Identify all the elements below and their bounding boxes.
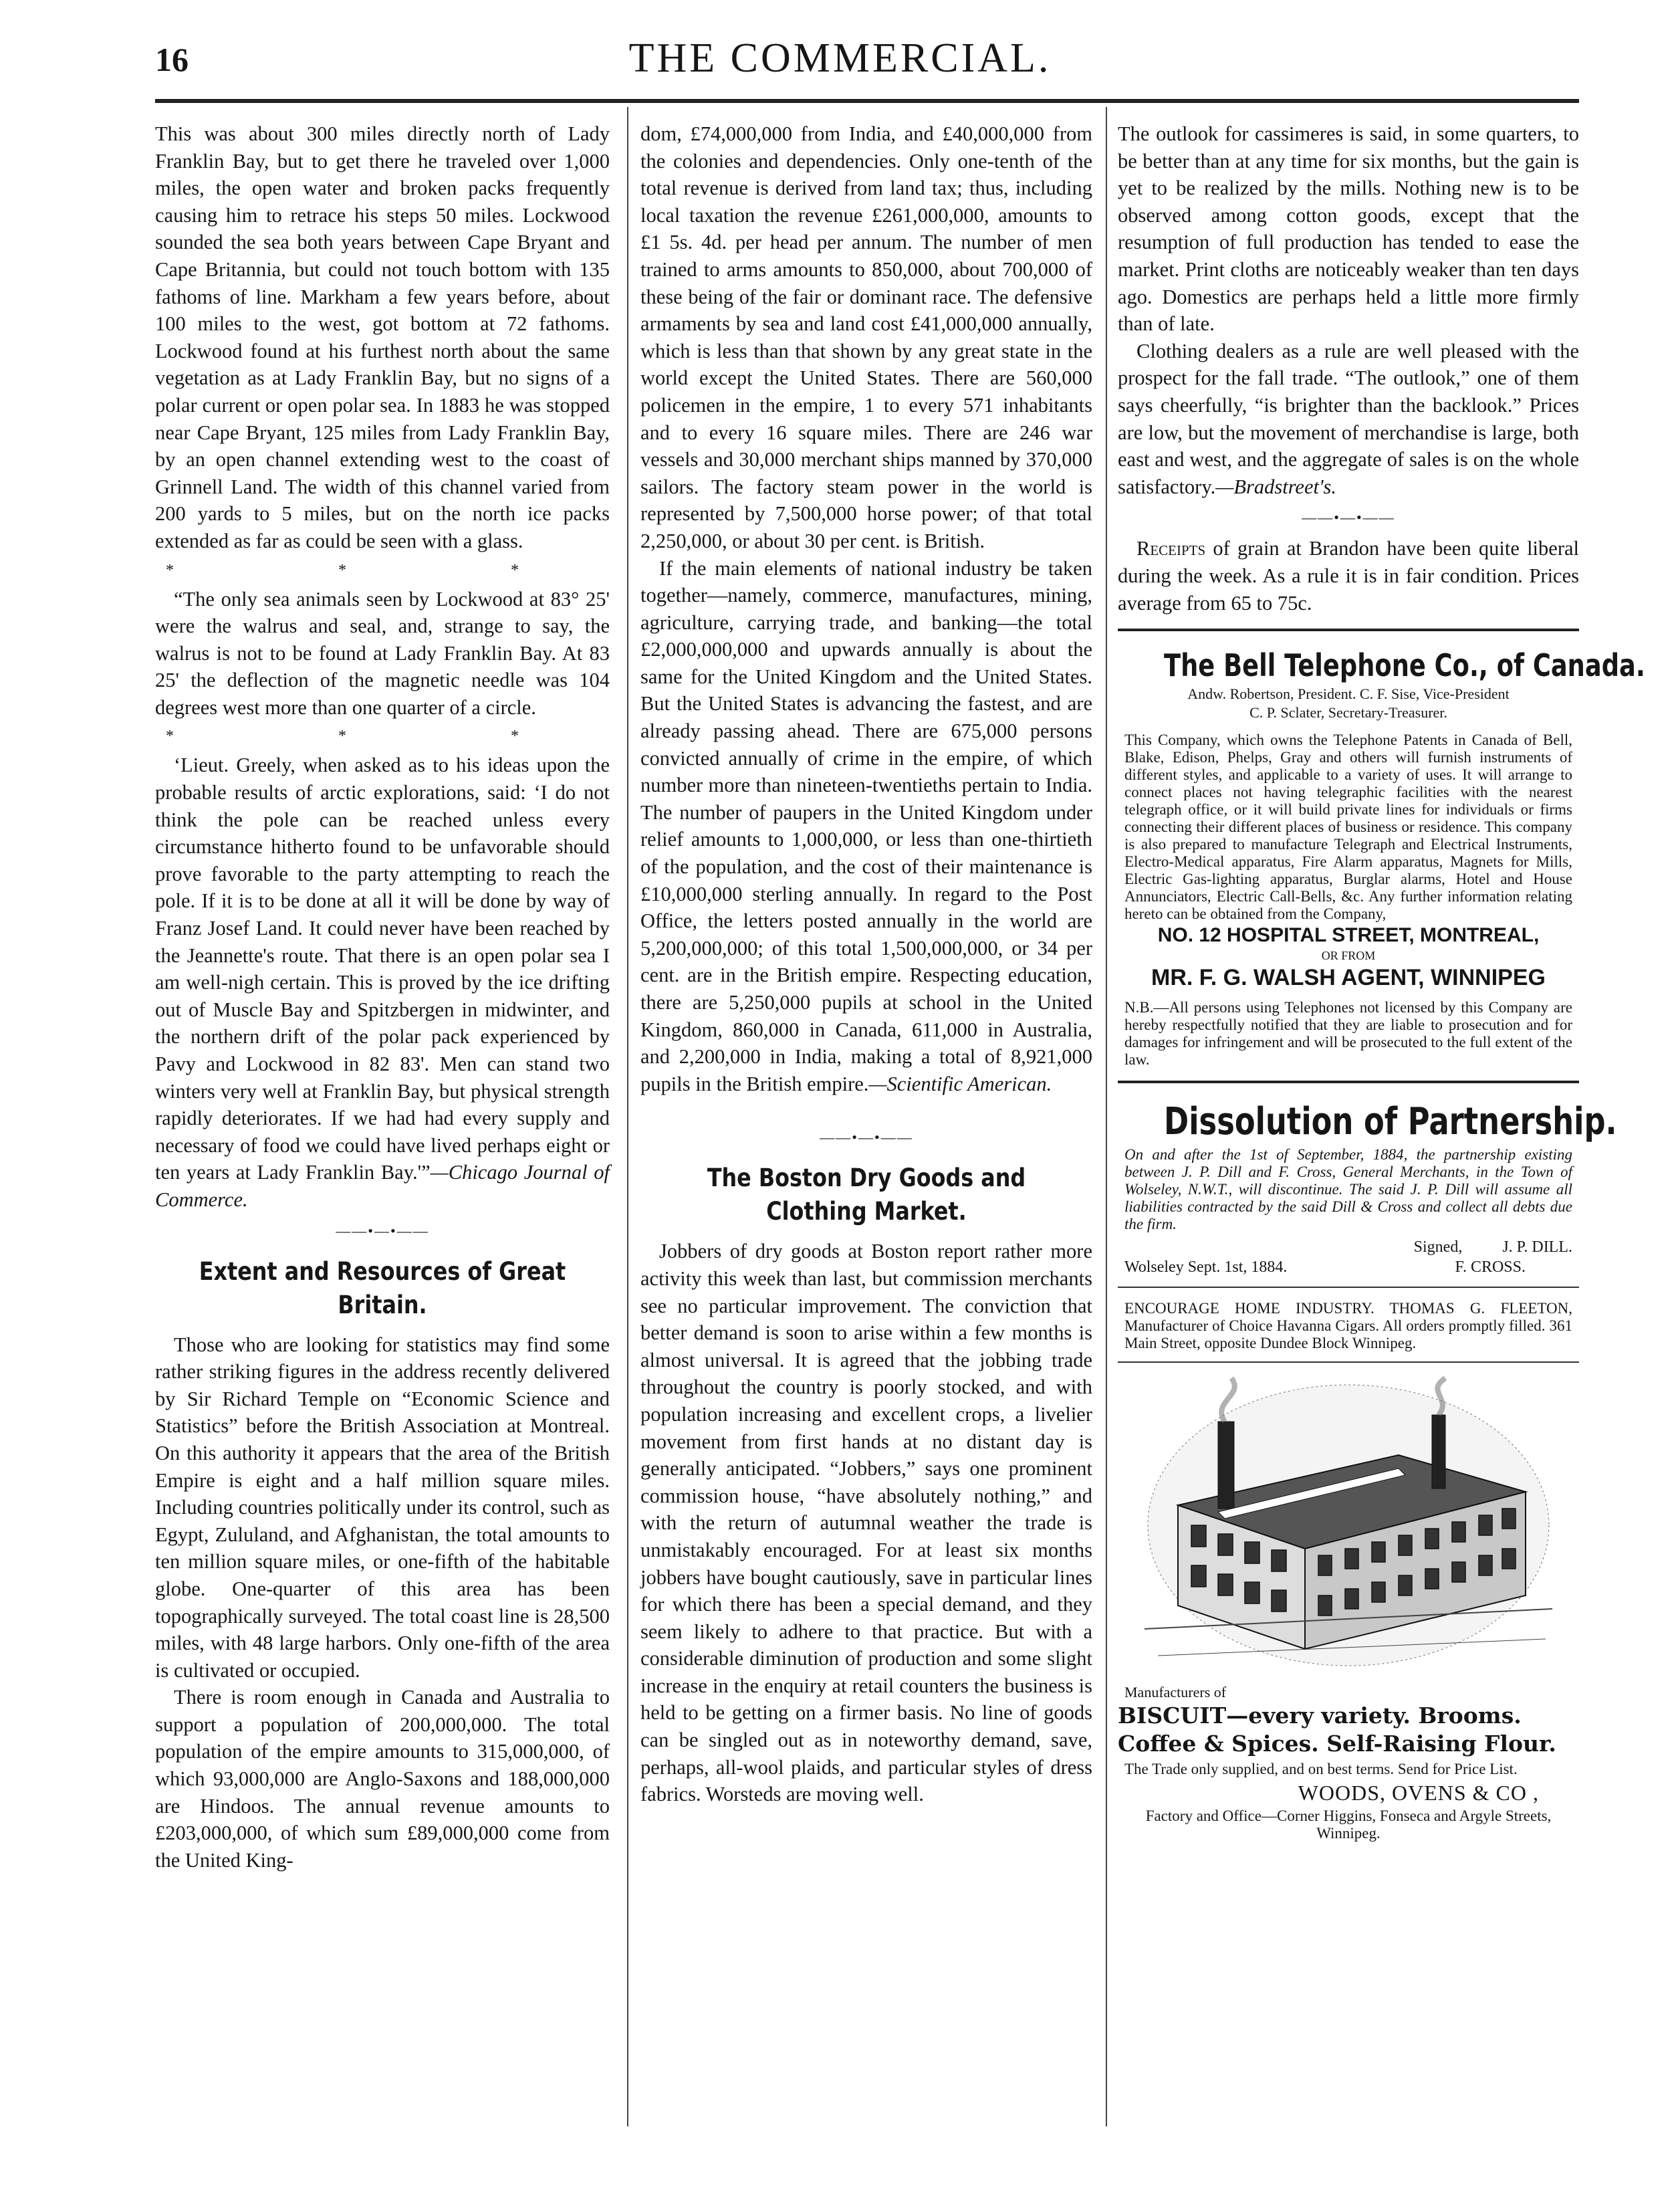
- signed-label: Signed,: [1413, 1238, 1463, 1256]
- arctic-paragraph-1: This was about 300 miles directly north of Lady Franklin Bay, but to get there he traveled over 1,000 miles, the open water and broken packs frequently causing him to retrace his steps 50 miles. Lockwood sounded the sea both years between Cape Bryant and Cape Britannia, but could not touch bottom with 135 fathoms of line. Markham a few years before, about 100 miles to the west, got bottom at 72 fathoms. Lockwood found at his furthest north about the same vegetation as at Lady Franklin Bay, but no signs of a polar current or open polar sea. In 1883 he was stopped near Cape Bryant, 125 miles from Lady Franklin Bay, by an open channel extending west to the coast of Grinnell Land. The width of this channel varied from 200 yards to 5 miles, but on the north ice packs extended as far as could be seen with a glass.: [155, 122, 610, 552]
- britain-industry-text: If the main elements of national industry be taken together—namely, commerce, manufactures, mining, agriculture, carrying trade, and banking—the total £2,000,000,000 and upwards annually is about the same for the United Kingdom and the United States. But the United States is advancing the fastest, and are already passing ahead. There are 675,000 persons convicted annually of crime in the empire, of which number more than nineteen-twentieths pertain to India. The number of paupers in the United Kingdom under relief amounts to 1,000,000, or less than one-thirtieth of the population, and the cost of their maintenance is £10,000,000 sterling annually. In regard to the Post Office, the letters posted annually in the world are 5,200,000,000; of this total 1,500,000,000, or 34 per cent. are in the British empire. Respecting education, there are 5,250,000 pupils at school in the United Kingdom, 860,000 in Canada, 611,000 in Australia, and 2,200,000 in India, making a total of 8,921,000 pupils in the British empire.: [640, 556, 1092, 1095]
- britain-paragraph-4: [640, 555, 1092, 1098]
- section-stars: * * *: [166, 561, 599, 579]
- greely-quote: ‘Lieut. Greely, when asked as to his ideas upon the probable results of arctic explorations, said: ‘I do not think the pole can be reached unless every circumstance hitherto found to be unfavorable should prove favorable to the party attempting to reach the pole. If it is to be done at all it will be done by way of Franz Josef Land. It could never have been reached by the Jeannette's route. That there is an open polar sea I am well-nigh certain. This is proved by the ice drifting out of Muscle Bay and Spitzbergen in midwinter, and the northern drift of the polar pack experienced by Pavy and Lockwood in 82 83'. Men can stand two winters very well at Franklin Bay, but physical strength rapidly deteriorates. If we had had every supply and necessary of food we could have lived perhaps eight or ten years at Lady Franklin Bay.'”: [155, 754, 610, 1184]
- britain-paragraph-2: There is room enough in Canada and Australia to support a population of 200,000,000. The total population of the empire amounts to 315,000,000, of which 93,000,000 are Anglo-Saxons and 188,000,000 are Hindoos. The annual revenue amounts to £203,000,000, of which sum £89,000,000 come from the United King-: [155, 1686, 610, 1872]
- article-divider: ——•—•——: [820, 1129, 913, 1146]
- column-rule-1: [627, 107, 628, 2126]
- woods-mfr-label: Manufacturers of: [1124, 1683, 1227, 1700]
- woods-products-2: Coffee & Spices. Self-Raising Flour.: [1118, 1730, 1556, 1757]
- woods-products-1: BISCUIT—every variety. Brooms.: [1118, 1702, 1522, 1729]
- brandon-text: of grain at Brandon have been quite liberal during the week. As a rule it is in fair condition. Prices average from 65 to 75c.: [1118, 537, 1579, 615]
- dissolution-date-row: [1118, 1257, 1579, 1277]
- ad-rule: [1118, 1287, 1579, 1288]
- bell-or-from: OR FROM: [1321, 949, 1376, 963]
- britain-paragraph-3: dom, £74,000,000 from India, and £40,000,000 from the colonies and dependencies. Only one-tenth of the total revenue is derived from land tax; thus, including local taxation the revenue £261,000,000, amounts to £1 5s. 4d. per head per annum. The number of men trained to arms amounts to 850,000, about 700,000 of these being of the fair or dominant race. The defensive armaments by sea and land cost £41,000,000 annually, which is less than that shown by any great state in the world except the United States. There are 560,000 policemen in the empire, 1 to every 571 inhabitants and to every 16 square miles. There are 246 war vessels and 30,000 merchant ships manned by 370,000 sailors. The factory steam power in the world is represented by 7,500,000 horse power; of that total 2,250,000, or about 30 per cent. is British.: [640, 122, 1092, 552]
- signer: J. P. DILL.: [1502, 1238, 1572, 1256]
- column-2: [640, 120, 1092, 1808]
- boston-paragraph-2: The outlook for cassimeres is said, in some quarters, to be better than at any time for six months, but the gain is yet to be realized by the mills. Nothing new is to be observed among cotton goods, except that the resumption of full production has tended to ease the market. Print cloths are noticeably weaker than ten days ago. Domestics are perhaps held a little more firmly than of late.: [1118, 122, 1579, 336]
- woods-ovens-ad: [1118, 1375, 1579, 1842]
- header-rule: [155, 99, 1579, 103]
- article-source: —Scientific American.: [868, 1072, 1052, 1095]
- bell-agent: MR. F. G. WALSH AGENT, WINNIPEG: [1151, 965, 1546, 991]
- bell-title: The Bell Telephone Co., of Canada.: [1164, 647, 1645, 684]
- brandon-paragraph: [1118, 535, 1579, 617]
- dissolution-title: Dissolution of Partnership.: [1164, 1100, 1617, 1144]
- place-date: Wolseley Sept. 1st, 1884.: [1124, 1258, 1288, 1277]
- woods-address: Factory and Office—Corner Higgins, Fonseca and Argyle Streets, Winnipeg.: [1145, 1807, 1552, 1842]
- ad-rule: [1118, 1081, 1579, 1083]
- masthead: THE COMMERCIAL.: [628, 35, 1052, 81]
- woods-company: WOODS, OVENS & CO ,: [1298, 1780, 1539, 1805]
- bell-telephone-ad: [1118, 646, 1645, 1069]
- arctic-paragraph-3: [155, 752, 610, 1213]
- article-source: —Chicago Journal of Commerce.: [155, 1161, 610, 1211]
- boston-paragraph-1: Jobbers of dry goods at Boston report rather more activity this week than last, but commission merchants see no particular improvement. The conviction that better demand is soon to arise within a few months is almost universal. It is agreed that the jobbing trade throughout the country is poorly stocked, and with population increasing and excellent crops, a livelier movement from first hands at no distant day is generally anticipated. “Jobbers,” says one prominent commission house, “have absolutely nothing,” and with the return of autumnal weather the trade is unmistakably encouraged. For at least six months jobbers have bought cautiously, save in particular lines for which there has been a special demand, and they seem likely to adhere to that practice. But with a considerable diminution of production and some slight increase in the enquiry at retail counters the business is held to be getting on a firmer basis. No line of goods can be singled out as in noteworthy demand, save, perhaps, all-wool plaids, and particular styles of dress fabrics. Worsteds are moving well.: [640, 1240, 1092, 1806]
- bell-address: NO. 12 HOSPITAL STREET, MONTREAL,: [1157, 924, 1540, 947]
- article-source: —Bradstreet's.: [1215, 475, 1337, 498]
- brandon-lead: Receipts: [1136, 537, 1206, 560]
- cigar-ad: ENCOURAGE HOME INDUSTRY. THOMAS G. FLEETON, Manufacturer of Choice Havanna Cigars. All orders promptly filled. 361 Main Street, opposite Dundee Block Winnipeg.: [1124, 1300, 1572, 1352]
- column-rule-2: [1106, 107, 1107, 2126]
- article-divider: ——•—•——: [1302, 509, 1395, 526]
- clothing-text: Clothing dealers as a rule are well pleased with the prospect for the fall trade. “The outlook,” one of them says cheerfully, “is brighter than the backlook.” Prices are low, but the movement of merchandise is large, both east and west, and the aggregate of sales is on the whole satisfactory.: [1118, 339, 1579, 498]
- column-3: [1118, 120, 1645, 1842]
- arctic-paragraph-2: “The only sea animals seen by Lockwood at 83° 25' were the walrus and seal, and, strange to say, the walrus is not to be found at Lady Franklin Bay. At 83 25' the deflection of the magnetic needle was 104 degrees west more than one quarter of a circle.: [155, 587, 610, 719]
- signer: F. CROSS.: [1455, 1258, 1526, 1277]
- dissolution-body: On and after the 1st of September, 1884, the partnership existing between J. P. Dill and F. Cross, General Merchants, in the Town of Wolseley, N.W.T., will discontinue. The said J. P. Dill will assume all liabilities contracted by the said Dill & Cross and collect all debts due the firm.: [1124, 1146, 1572, 1233]
- section-stars: * * *: [166, 728, 599, 746]
- woods-trade-note: The Trade only supplied, and on best terms. Send for Price List.: [1124, 1760, 1518, 1777]
- article-divider: ——•—•——: [336, 1222, 429, 1239]
- factory-engraving: [1118, 1375, 1579, 1676]
- ad-rule: [1118, 1361, 1579, 1363]
- bell-notice: N.B.—All persons using Telephones not licensed by this Company are hereby respectfully notified that they are liable to prosecution and for damages for infringement and will be prosecuted to the full extent of the law.: [1124, 999, 1572, 1069]
- bell-officers: Andw. Robertson, President. C. F. Sise, Vice-President: [1187, 685, 1510, 703]
- article-heading: The Boston Dry Goods and Clothing Market.: [707, 1164, 1026, 1226]
- article-heading: Extent and Resources of Great Britain.: [199, 1256, 566, 1319]
- ad-rule: [1118, 629, 1579, 631]
- column-1: [155, 120, 610, 1874]
- boston-paragraph-3: [1118, 338, 1579, 501]
- bell-body: This Company, which owns the Telephone Patents in Canada of Bell, Blake, Edison, Phelps, Gray and others will furnish instruments of different styles, and applicable to a variety of uses. It will arrange to connect places not having telegraphic facilities with the nearest telegraph office, or it will build private lines for individuals or firms connecting their different places of business or residence. This company is also prepared to manufacture Telegraph and Electrical Instruments, Electro-Medical apparatus, Fire Alarm apparatus, Magnets for Mills, Electric Gas-lighting apparatus, Burglar alarms, Hotel and House Annunciators, Electric Call-Bells, &c. Any further information relating hereto can be obtained from the Company,: [1124, 732, 1572, 923]
- page-number: 16: [155, 41, 189, 78]
- dissolution-ad: [1118, 1098, 1617, 1277]
- dissolution-signed-row: [1118, 1233, 1579, 1257]
- britain-paragraph-1: Those who are looking for statistics may find some rather striking figures in the address recently delivered by Sir Richard Temple on “Economic Science and Statistics” before the British Association at Montreal. On this authority it appears that the area of the British Empire is eight and a half million square miles. Including countries politically under its control, such as Egypt, Zululand, and Afghanistan, the total amounts to ten million square miles, or one-fifth of the habitable globe. One-quarter of this area has been topographically surveyed. The total coast line is 28,500 miles, with 48 large harbors. Only one-fifth of the area is cultivated or occupied.: [155, 1333, 610, 1682]
- bell-officers: C. P. Sclater, Secretary-Treasurer.: [1249, 704, 1447, 722]
